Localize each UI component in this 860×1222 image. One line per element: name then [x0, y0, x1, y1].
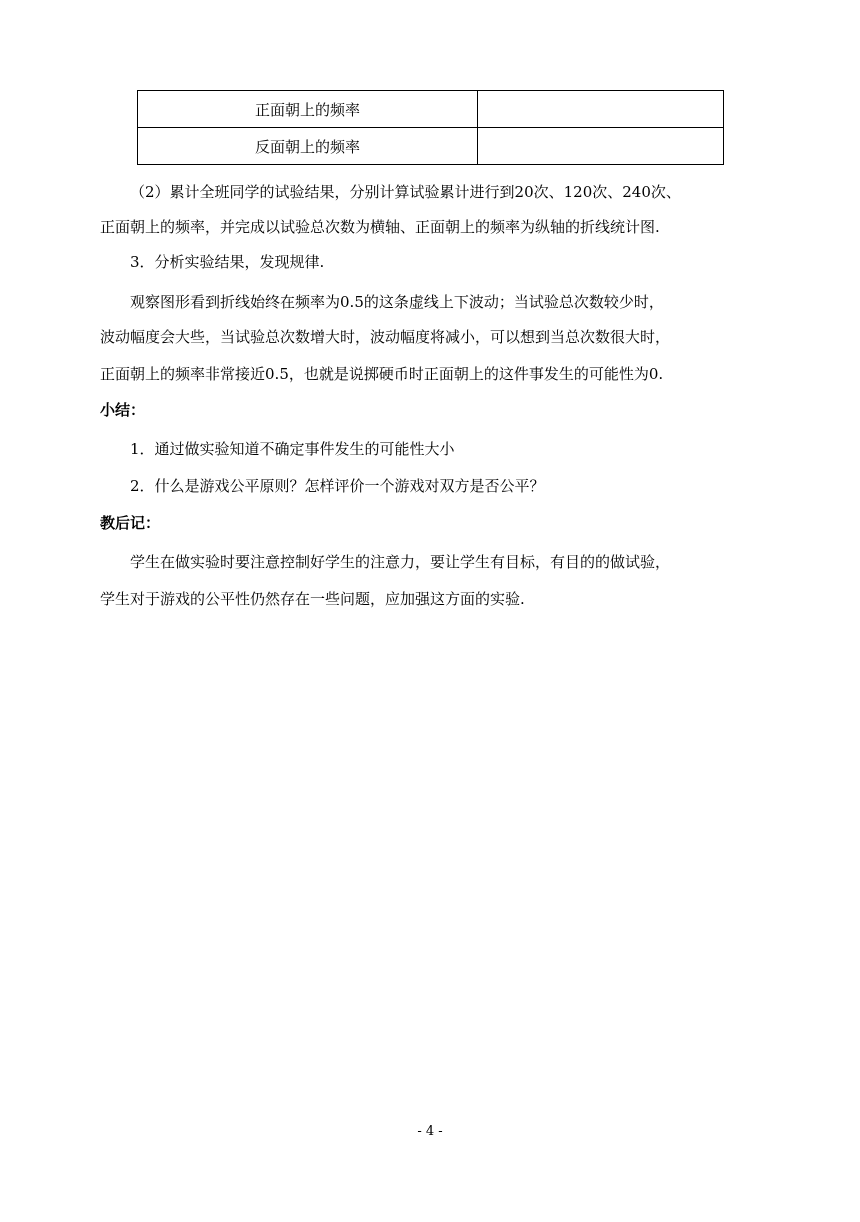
- table-cell-label: 正面朝上的频率: [138, 91, 478, 128]
- paragraph-line: 观察图形看到折线始终在频率为0.5的这条虚线上下波动；当试验总次数较少时，: [130, 293, 664, 311]
- summary-item: 1．通过做实验知道不确定事件发生的可能性大小: [130, 440, 455, 458]
- table-row: [138, 128, 724, 165]
- summary-item: 2．什么是游戏公平原则？怎样评价一个游戏对双方是否公平？: [130, 477, 545, 495]
- step-heading: 3．分析实验结果，发现规律.: [130, 253, 325, 271]
- paragraph-line: 学生对于游戏的公平性仍然存在一些问题，应加强这方面的实验.: [100, 590, 525, 608]
- summary-heading: 小结：: [100, 401, 146, 419]
- paragraph-line: 正面朝上的频率非常接近0.5，也就是说掷硬币时正面朝上的这件事发生的可能性为0.: [100, 365, 664, 383]
- page-number: - 4 -: [417, 1124, 443, 1139]
- frequency-table: [137, 90, 724, 165]
- paragraph-line: 学生在做实验时要注意控制好学生的注意力，要让学生有目标，有目的的做试验，: [130, 553, 671, 571]
- table-cell-value: [478, 128, 724, 165]
- table-cell-label: 反面朝上的频率: [138, 128, 478, 165]
- table-row: [138, 91, 724, 128]
- table-cell-value: [478, 91, 724, 128]
- paragraph-line: 正面朝上的频率，并完成以试验总次数为横轴、正面朝上的频率为纵轴的折线统计图.: [100, 218, 660, 236]
- paragraph-line: （2）累计全班同学的试验结果，分别计算试验累计进行到20次、120次、240次、: [130, 183, 681, 201]
- paragraph-line: 波动幅度会大些，当试验总次数增大时，波动幅度将减小，可以想到当总次数很大时，: [100, 328, 671, 346]
- afterword-heading: 教后记：: [100, 514, 161, 532]
